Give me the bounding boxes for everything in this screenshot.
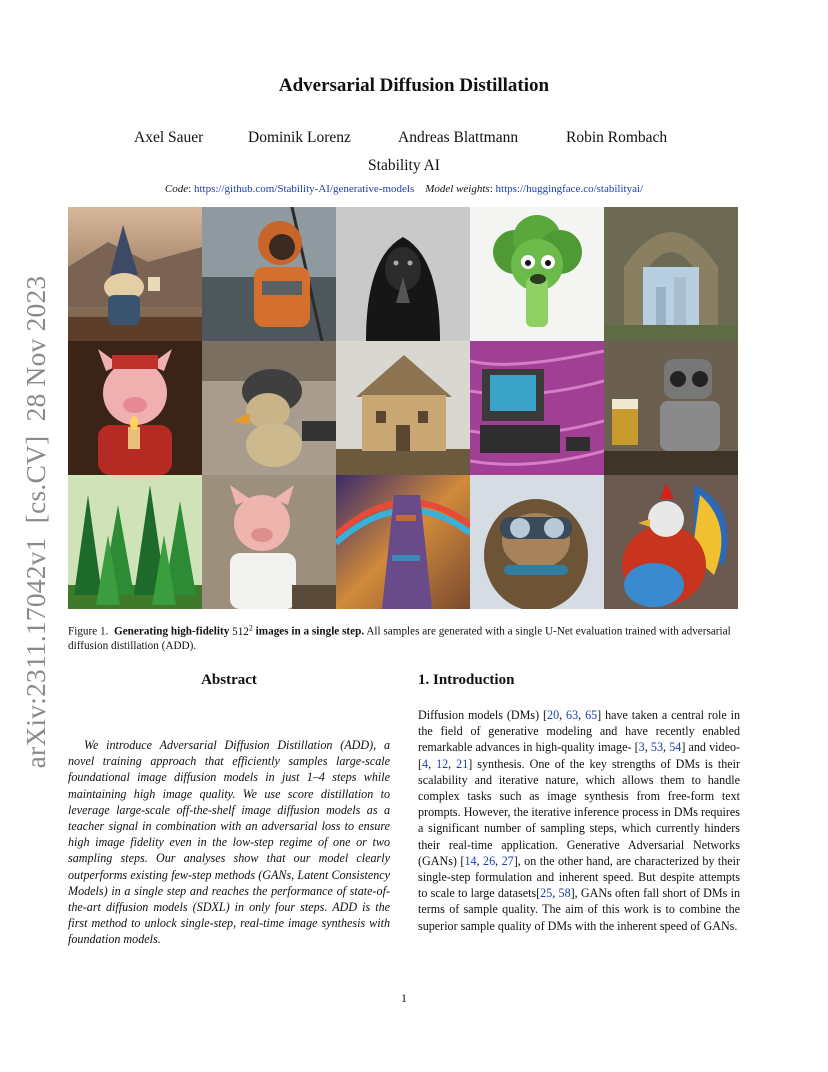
- citation-link[interactable]: 54: [669, 740, 682, 755]
- citation-link[interactable]: 3: [638, 740, 645, 755]
- duckling-in-helmet-image: [202, 341, 336, 475]
- citation-link[interactable]: 12: [436, 756, 449, 771]
- citation-link[interactable]: 53: [650, 740, 664, 755]
- citation-link[interactable]: 25: [540, 886, 553, 901]
- ruined-stone-archway-image: [604, 207, 738, 341]
- gnome-with-mug-image: [68, 207, 202, 341]
- caption-bold-post: images in a single step.: [255, 625, 365, 638]
- resource-links: Code: https://github.com/Stability-AI/generative-models Model weights: https://huggingface.co/stabilityai/: [164, 183, 644, 195]
- pig-with-candle-image: [68, 341, 202, 475]
- citation-link[interactable]: 14: [464, 853, 477, 868]
- author-name: Andreas Blattmann: [398, 129, 519, 146]
- colorful-rooster-image: [604, 475, 738, 609]
- page-number: 1: [401, 991, 407, 1005]
- code-link[interactable]: https://github.com/Stability-AI/generative-models: [193, 183, 415, 195]
- citation-link[interactable]: 20: [547, 708, 560, 722]
- code-label: Code: [164, 183, 189, 195]
- arxiv-stamp: arXiv:2311.17042v1 [cs.CV] 28 Nov 2023: [20, 275, 51, 769]
- arxiv-sidebar: [16, 275, 56, 769]
- sloth-with-goggles-image: [470, 475, 604, 609]
- citation-link[interactable]: 4: [422, 756, 429, 771]
- citation-link[interactable]: 58: [558, 886, 571, 901]
- introduction-heading: 1. Introduction: [418, 672, 515, 688]
- hooded-raven-image: [336, 207, 470, 341]
- robot-with-beer-image: [604, 341, 738, 475]
- pine-forest-image: [68, 475, 202, 609]
- rainbow-tower-image: [336, 475, 470, 609]
- astronaut-on-boat-image: [202, 207, 336, 341]
- abstract-heading: Abstract: [201, 672, 257, 688]
- caption-text: All samples are generated with a single U-Net evaluation trained with adversarial diffusion distillation (ADD).: [68, 625, 731, 653]
- figure-caption: [68, 621, 740, 654]
- paper-title: Adversarial Diffusion Distillation: [278, 75, 550, 96]
- weights-label: Model weights: [425, 183, 490, 195]
- citation-link[interactable]: 21: [456, 756, 469, 771]
- caption-math: $512^2$: [232, 623, 253, 638]
- pig-scientist-image: [202, 475, 336, 609]
- cartoon-broccoli-image: [470, 207, 604, 341]
- figure-image-grid: [68, 207, 738, 609]
- affiliation: Stability AI: [368, 157, 440, 174]
- author-name: Dominik Lorenz: [248, 129, 351, 146]
- abstract-body: We introduce Adversarial Diffusion Distillation (ADD), a novel training approach that efficiently samples large-scale foundational image diffusion models in just 1–4 steps while maintaining high image quality. We use score distillation to leverage large-scale off-the-shelf image diffusion models as a teacher signal in combination with an adversarial loss to ensure high image fidelity even in the low-step regime of one or two sampling steps. Our analyses show that our model clearly outperforms existing few-step methods (GANs, Latent Consistency Models) in a single step and reaches the performance of state-of-the-art diffusion models (SDXL) in only four steps. ADD is the first method to unlock single-step, real-time image synthesis with foundation models.: [68, 738, 390, 947]
- author-name: Robin Rombach: [566, 129, 668, 146]
- introduction-body: Diffusion models (DMs) [20, 63, 65] have taken a central role in the field of generative modeling and have recently enabled remarkable advances in high-quality image- [3, 53, 54] and video- [4, 12, 21] synthesis. One of the key strengths of DMs is their scalability and iterative nature, which allows them to handle complex tasks such as image synthesis from free-form text prompts. However, the iterative inference process in DMs requires a significant number of sampling steps, which currently hinders their real-time application. Generative Adversarial Networks (GANs) [14, 26, 27], on the other hand, are characterized by their single-step formulation and inherent speed. But despite attempts to scale to large datasets[25, 58], GANs often fall short of DMs in terms of sample quality. The aim of this work is to combine the superior sample quality of DMs with the inherent speed of GANs.: [418, 708, 741, 933]
- citation-link[interactable]: 63: [566, 708, 579, 722]
- author-name: Axel Sauer: [134, 129, 204, 146]
- citation-link[interactable]: 65: [585, 708, 598, 722]
- citation-link[interactable]: 26: [483, 853, 496, 868]
- caption-bold-pre: Generating high-fidelity: [114, 625, 230, 638]
- figure-label: Figure 1.: [68, 625, 109, 638]
- stone-house-image: [336, 341, 470, 475]
- weights-link[interactable]: https://huggingface.co/stabilityai/: [495, 183, 644, 195]
- retro-computer-image: [470, 341, 604, 475]
- citation-link[interactable]: 27: [501, 853, 514, 868]
